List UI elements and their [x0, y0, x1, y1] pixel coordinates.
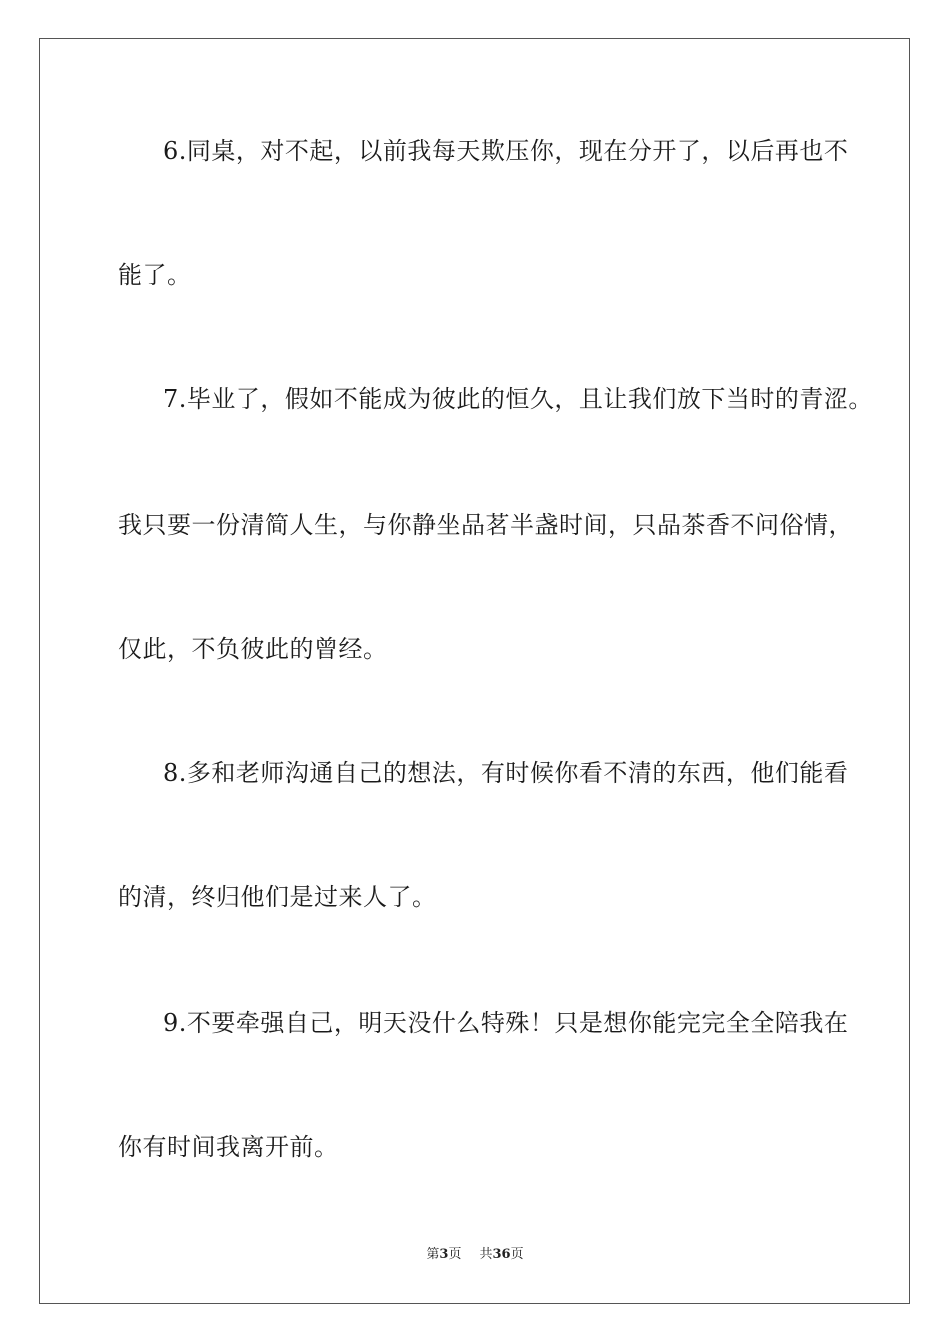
total-suffix: 页 [510, 1247, 524, 1262]
paragraph-8-line-2: 的清，终归他们是过来人了。 [118, 883, 437, 911]
page-prefix: 第 [426, 1247, 440, 1262]
paragraph-7-line-1: 7.毕业了，假如不能成为彼此的恒久，且让我们放下当时的青涩。 [163, 385, 873, 413]
page-border [39, 38, 910, 1304]
page-footer [0, 1246, 950, 1264]
paragraph-6-line-1: 6.同桌，对不起，以前我每天欺压你，现在分开了，以后再也不 [163, 137, 849, 165]
paragraph-7-line-2: 我只要一份清简人生，与你静坐品茗半盏时间，只品茶香不问俗情， [118, 511, 853, 539]
page-total-number: 36 [492, 1247, 511, 1262]
total-prefix: 共 [479, 1247, 493, 1262]
paragraph-8-line-1: 8.多和老师沟通自己的想法，有时候你看不清的东西，他们能看 [163, 759, 849, 787]
paragraph-6-line-2: 能了。 [118, 261, 192, 289]
paragraph-9-line-1: 9.不要牵强自己，明天没什么特殊！只是想你能完完全全陪我在 [163, 1009, 849, 1037]
paragraph-7-line-3: 仅此，不负彼此的曾经。 [118, 635, 388, 663]
page-current-number: 3 [439, 1247, 449, 1262]
page-suffix: 页 [448, 1247, 462, 1262]
paragraph-9-line-2: 你有时间我离开前。 [118, 1133, 339, 1161]
